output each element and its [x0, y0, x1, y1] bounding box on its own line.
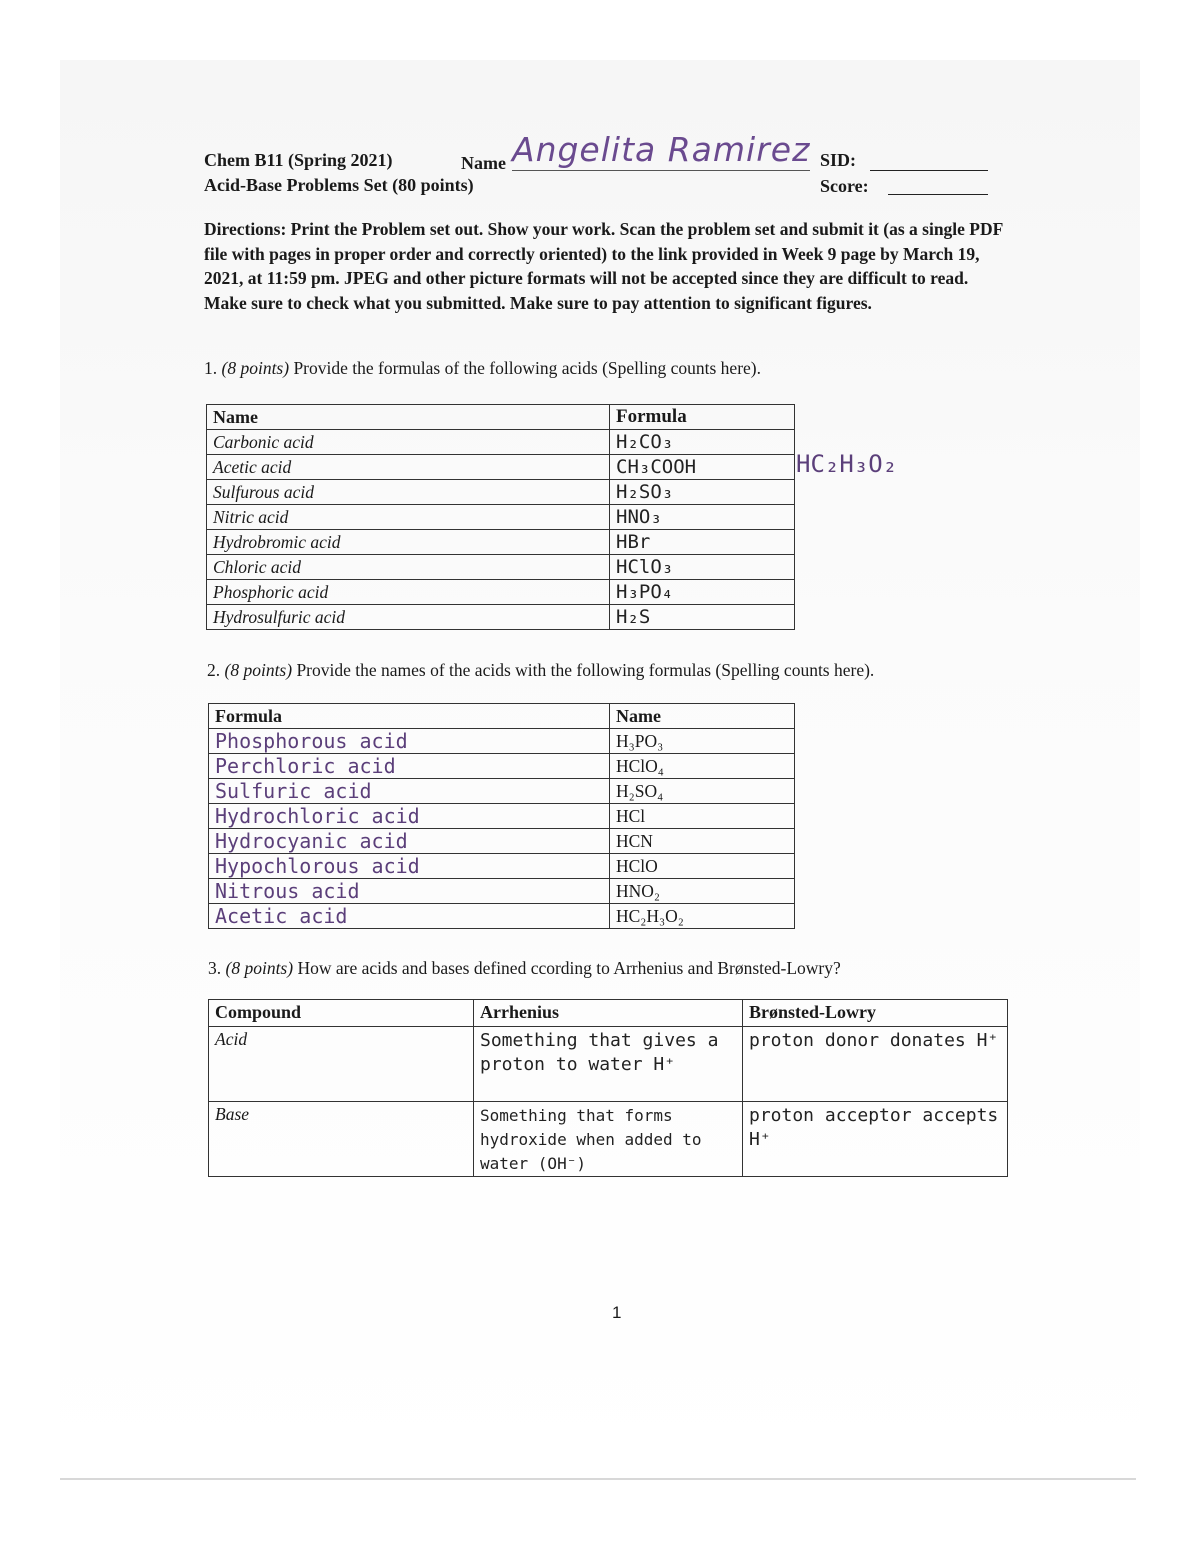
score-blank-line — [888, 194, 988, 195]
acid-name-table — [208, 703, 795, 929]
handwritten-formula: CH₃COOH — [610, 455, 795, 480]
acid-formula: HClO₄ — [610, 754, 795, 779]
question-points: (8 points) — [224, 660, 293, 680]
question-points: (8 points) — [225, 958, 294, 978]
question-3-prompt — [208, 958, 841, 979]
handwritten-acid-name: Sulfuric acid — [209, 779, 610, 804]
question-number: 3. — [208, 958, 222, 978]
acid-formula: HNO₂ — [610, 879, 795, 904]
handwritten-formula: H₂S — [610, 605, 795, 630]
problem-set-title: Acid-Base Problems Set (80 points) — [204, 175, 474, 195]
acid-formula: H₂SO₄ — [610, 779, 795, 804]
acid-name: Phosphoric acid — [207, 580, 610, 605]
question-number: 1. — [204, 358, 218, 378]
handwritten-acid-name: Hydrocyanic acid — [209, 829, 610, 854]
handwritten-formula: HBr — [610, 530, 795, 555]
question-text: Provide the formulas of the following acids (Spelling counts here). — [293, 358, 761, 378]
name-label: Name — [461, 153, 506, 173]
column-header-name: Name — [207, 405, 610, 430]
handwritten-acid-name: Acetic acid — [209, 904, 610, 929]
table-row — [207, 605, 795, 630]
handwritten-formula: H₂SO₃ — [610, 480, 795, 505]
question-number: 2. — [207, 660, 221, 680]
handwritten-bronsted-definition: proton donor donates H⁺ — [743, 1027, 1008, 1102]
column-header-arrhenius: Arrhenius — [474, 1000, 743, 1027]
acid-name: Sulfurous acid — [207, 480, 610, 505]
table-row — [207, 580, 795, 605]
handwritten-acid-name: Hydrochloric acid — [209, 804, 610, 829]
table-row — [209, 904, 795, 929]
table-row — [209, 829, 795, 854]
acid-base-definition-table — [208, 999, 1008, 1177]
handwritten-acid-name: Perchloric acid — [209, 754, 610, 779]
directions-text: Directions: Print the Problem set out. Show your work. Scan the problem set and submit it (as a single PDF file with pages in proper order and correctly oriented) to the link provided in Week 9 page by March 19, 2021, at 11:59 pm. JPEG and other picture formats will not be accepted since they are difficult to read. Make sure to check what you submitted. Make sure to pay attention to significant figures. — [204, 219, 1003, 313]
table-row — [209, 729, 795, 754]
sid-label: SID: — [820, 150, 857, 170]
table-row — [209, 754, 795, 779]
table-header-row — [207, 405, 795, 430]
acid-formula: HCl — [610, 804, 795, 829]
column-header-formula: Formula — [209, 704, 610, 729]
acid-formula: H₃PO₃ — [610, 729, 795, 754]
scan-edge — [60, 1478, 1136, 1480]
table-row — [209, 854, 795, 879]
table-row — [207, 555, 795, 580]
handwritten-formula: HNO₃ — [610, 505, 795, 530]
acid-formula: HCN — [610, 829, 795, 854]
table-row — [207, 505, 795, 530]
handwritten-formula: HClO₃ — [610, 555, 795, 580]
page-number: 1 — [612, 1303, 622, 1322]
handwritten-formula: H₃PO₄ — [610, 580, 795, 605]
acid-name: Carbonic acid — [207, 430, 610, 455]
handwritten-arrhenius-definition: Something that forms hydroxide when added to water (OH⁻) — [474, 1102, 743, 1177]
handwritten-acid-name: Hypochlorous acid — [209, 854, 610, 879]
handwritten-side-note: HC₂H₃O₂ — [796, 450, 898, 478]
table-row — [209, 879, 795, 904]
compound-type: Acid — [209, 1027, 474, 1102]
handwritten-formula: H₂CO₃ — [610, 430, 795, 455]
question-points: (8 points) — [221, 358, 290, 378]
table-row — [209, 1102, 1008, 1177]
student-name-handwritten: Angelita Ramirez — [512, 130, 811, 169]
table-row — [209, 779, 795, 804]
acid-formula: HC₂H₃O₂ — [610, 904, 795, 929]
acid-name: Nitric acid — [207, 505, 610, 530]
acid-name: Hydrobromic acid — [207, 530, 610, 555]
table-row — [207, 455, 795, 480]
acid-name: Chloric acid — [207, 555, 610, 580]
question-text: How are acids and bases defined ccording to Arrhenius and Brønsted-Lowry? — [297, 958, 841, 978]
acid-name: Hydrosulfuric acid — [207, 605, 610, 630]
column-header-bronsted-lowry: Brønsted-Lowry — [743, 1000, 1008, 1027]
column-header-formula: Formula — [610, 405, 795, 430]
table-header-row — [209, 704, 795, 729]
table-row — [207, 430, 795, 455]
table-header-row — [209, 1000, 1008, 1027]
sid-blank-line — [870, 170, 988, 171]
table-row — [209, 804, 795, 829]
question-2-prompt — [207, 660, 874, 681]
table-row — [209, 1027, 1008, 1102]
table-row — [207, 480, 795, 505]
acid-name: Acetic acid — [207, 455, 610, 480]
handwritten-bronsted-definition: proton acceptor accepts H⁺ — [743, 1102, 1008, 1177]
column-header-compound: Compound — [209, 1000, 474, 1027]
column-header-name: Name — [610, 704, 795, 729]
score-label: Score: — [820, 176, 869, 196]
course-title: Chem B11 (Spring 2021) — [204, 150, 393, 170]
handwritten-arrhenius-definition: Something that gives a proton to water H⁺ — [474, 1027, 743, 1102]
handwritten-acid-name: Phosphorous acid — [209, 729, 610, 754]
handwritten-acid-name: Nitrous acid — [209, 879, 610, 904]
question-1-prompt — [204, 358, 761, 379]
acid-formula-table — [206, 404, 795, 630]
question-text: Provide the names of the acids with the following formulas (Spelling counts here). — [296, 660, 875, 680]
table-row — [207, 530, 795, 555]
acid-formula: HClO — [610, 854, 795, 879]
compound-type: Base — [209, 1102, 474, 1177]
